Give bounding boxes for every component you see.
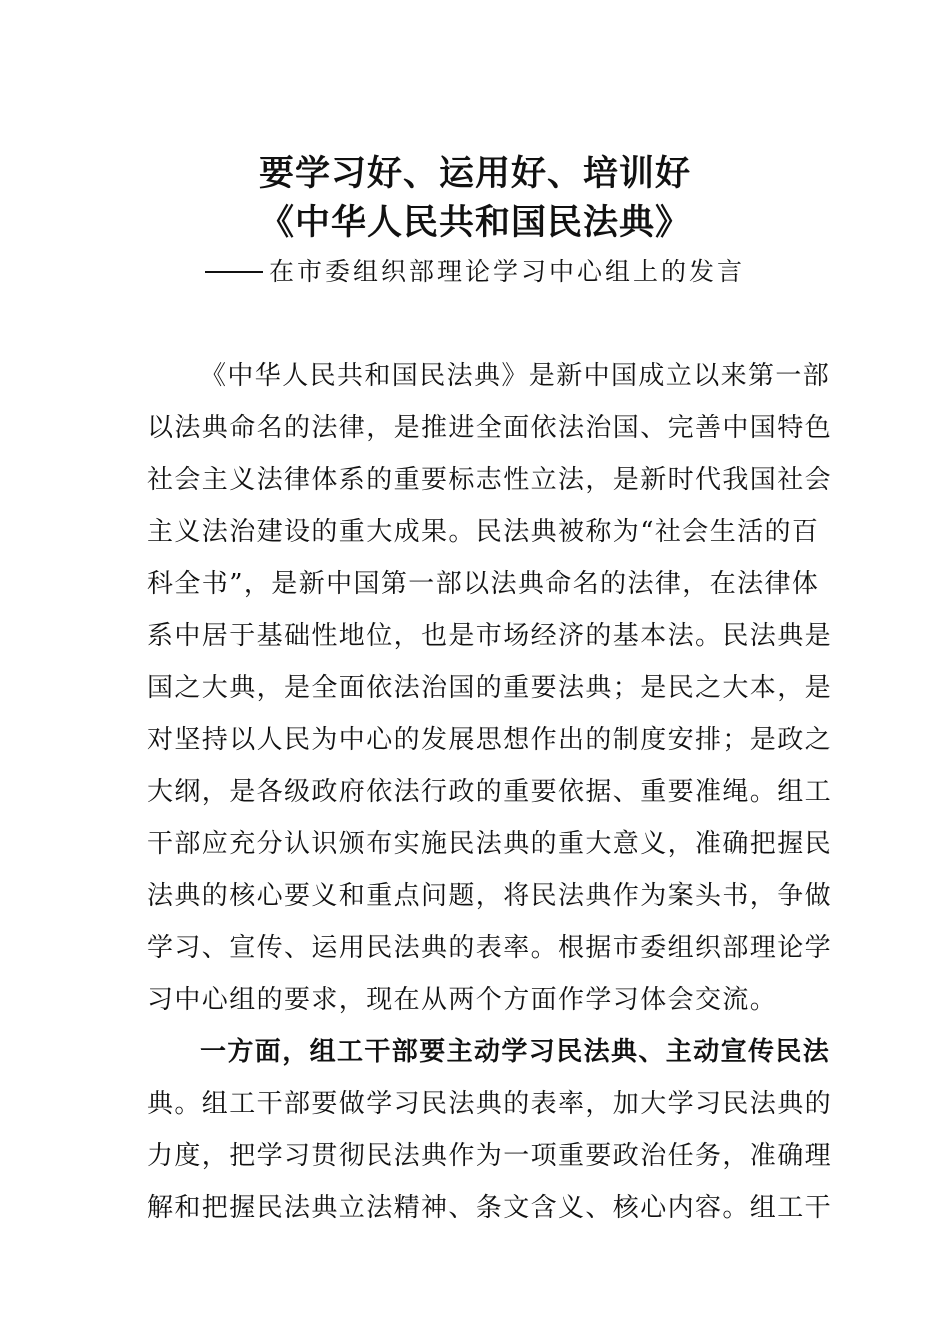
paragraph-1-line-2: 以法典命名的法律，是推进全面依法治国、完善中国特色 (147, 413, 833, 443)
paragraph-1-line-10: 干部应充分认识颁布实施民法典的重大意义，准确把握民 (147, 829, 833, 859)
paragraph-1-line-6: 系中居于基础性地位，也是市场经济的基本法。民法典是 (147, 621, 833, 651)
paragraph-1-line-11: 法典的核心要义和重点问题，将民法典作为案头书，争做 (147, 881, 833, 911)
title-line-2: 《中华人民共和国民法典》 (258, 202, 691, 243)
paragraph-1-line-3: 社会主义法律体系的重要标志性立法，是新时代我国社会 (147, 465, 833, 495)
paragraph-1-line-7: 国之大典，是全面依法治国的重要法典；是民之大本，是 (147, 673, 833, 703)
paragraph-2-line-1: 一方面，组工干部要主动学习民法典、主动宣传民法 (200, 1037, 831, 1067)
paragraph-2-line-2: 典。组工干部要做学习民法典的表率，加大学习民法典的 (147, 1089, 833, 1119)
paragraph-1-line-12: 学习、宣传、运用民法典的表率。根据市委组织部理论学 (147, 933, 833, 963)
paragraph-1-line-5: 科全书”，是新中国第一部以法典命名的法律，在法律体 (147, 569, 820, 599)
paragraph-2-line-3: 力度，把学习贯彻民法典作为一项重要政治任务，准确理 (147, 1141, 833, 1171)
paragraph-1-line-1: 《中华人民共和国民法典》是新中国成立以来第一部 (200, 361, 831, 391)
paragraph-1-line-8: 对坚持以人民为中心的发展思想作出的制度安排；是政之 (147, 725, 833, 755)
paragraph-1-line-4: 主义法治建设的重大成果。民法典被称为“社会生活的百 (147, 517, 820, 547)
paragraph-2-line-4: 解和把握民法典立法精神、条文含义、核心内容。组工干 (147, 1193, 833, 1223)
subtitle (0, 259, 950, 284)
subtitle-text: 在市委组织部理论学习中心组上的发言 (268, 257, 745, 286)
paragraph-1-line-9: 大纲，是各级政府依法行政的重要依据、重要准绳。组工 (147, 777, 833, 807)
title-line-1: 要学习好、运用好、培训好 (258, 153, 691, 194)
paragraph-1-line-13: 习中心组的要求，现在从两个方面作学习体会交流。 (147, 985, 778, 1015)
em-dash (205, 271, 263, 273)
